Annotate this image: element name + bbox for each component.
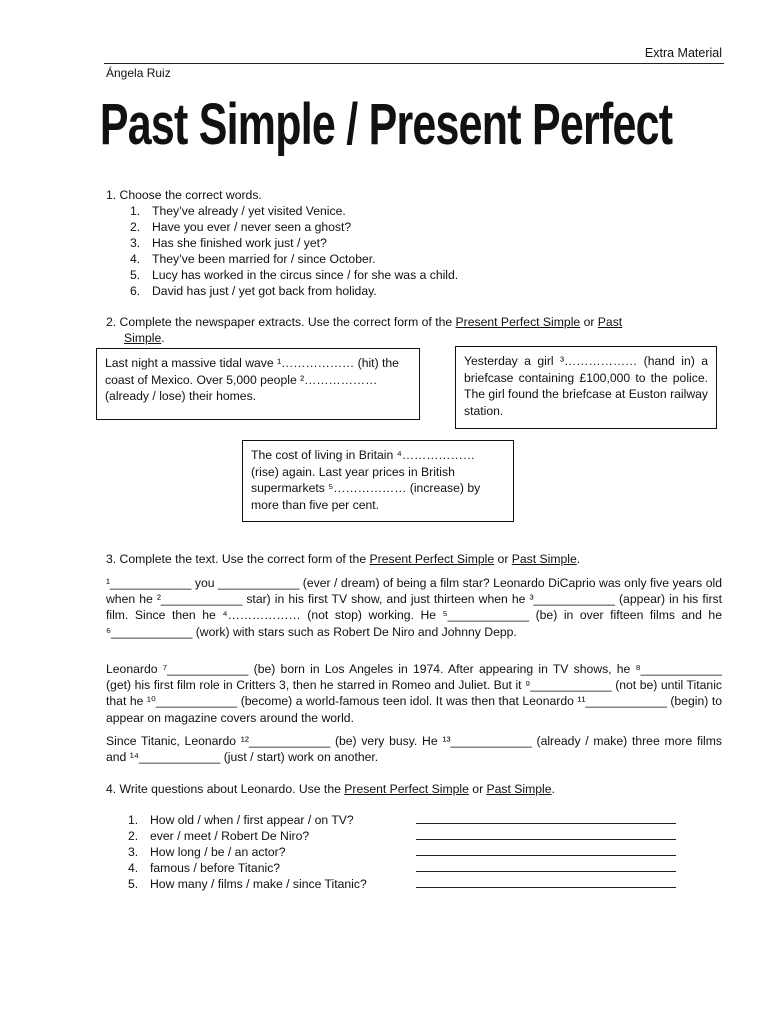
- answer-line[interactable]: [416, 871, 676, 872]
- list-item: 2. ever / meet / Robert De Niro?: [128, 828, 728, 844]
- answer-line[interactable]: [416, 855, 676, 856]
- answer-line[interactable]: [416, 887, 676, 888]
- ex3-paragraph-2: Leonardo ⁷____________ (be) born in Los Angeles in 1974. After appearing in TV shows, he ⁸____________ (get) his first film role in Critters 3, then he starred in Romeo and Juliet. But it ⁹____________ (not be) until Titanic that he ¹⁰____________ (become) a world-famous teen idol. It was then that Leonardo ¹¹____________ (begin) to appear on magazine covers around the world.: [106, 662, 722, 725]
- ex4-heading: 4. Write questions about Leonardo. Use the Present Perfect Simple or Past Simple.: [106, 782, 555, 796]
- ex3-heading: 3. Complete the text. Use the correct form of the Present Perfect Simple or Past Simple.: [106, 552, 581, 566]
- page-title: Past Simple / Present Perfect: [99, 92, 673, 157]
- list-item: 6. David has just / yet got back from holiday.: [130, 284, 377, 298]
- ex4-question-list: [128, 812, 728, 892]
- list-item: 4. famous / before Titanic?: [128, 860, 728, 876]
- list-item: 3. Has she finished work just / yet?: [130, 236, 327, 250]
- header-right-label: Extra Material: [644, 46, 722, 60]
- list-item: 1. How old / when / first appear / on TV?: [128, 812, 728, 828]
- header-rule: [104, 63, 724, 64]
- ex1-heading: 1. Choose the correct words.: [106, 188, 262, 202]
- extract-box-2: Yesterday a girl ³……………… (hand in) a briefcase containing £100,000 to the police. The girl found the briefcase at Euston railway station.: [455, 346, 717, 429]
- list-item: 2. Have you ever / never seen a ghost?: [130, 220, 352, 234]
- ex2-heading: 2. Complete the newspaper extracts. Use the correct form of the Present Perfect Simple or Past Simple.: [106, 315, 623, 345]
- list-item: 3. How long / be / an actor?: [128, 844, 728, 860]
- list-item: 4. They’ve been married for / since October.: [130, 252, 376, 266]
- answer-line[interactable]: [416, 823, 676, 824]
- ex3-paragraph-3: Since Titanic, Leonardo ¹²____________ (be) very busy. He ¹³____________ (already / make) three more films and ¹⁴____________ (just / start) work on another.: [106, 734, 722, 765]
- list-item: 1. They’ve already / yet visited Venice.: [130, 204, 346, 218]
- extract-box-3: The cost of living in Britain ⁴……………… (rise) again. Last year prices in British supermarkets ⁵……………… (increase) by more than five per cent.: [242, 440, 514, 522]
- list-item: 5. How many / films / make / since Titanic?: [128, 876, 728, 892]
- ex3-paragraph-1: ¹____________ you ____________ (ever / dream) of being a film star? Leonardo DiCaprio was only five years old when he ²____________ star) in his first TV show, and just thirteen when he ³____________ (appear) in his first film. Since then he ⁴……………… (not stop) working. He ⁵____________ (be) in over fifteen films and he ⁶____________ (work) with stars such as Robert De Niro and Johnny Depp.: [106, 576, 722, 639]
- list-item: 5. Lucy has worked in the circus since / for she was a child.: [130, 268, 459, 282]
- answer-line[interactable]: [416, 839, 676, 840]
- author-name: Ángela Ruiz: [106, 66, 171, 80]
- extract-box-1: Last night a massive tidal wave ¹……………… (hit) the coast of Mexico. Over 5,000 people ²……………… (already / lose) their homes.: [96, 348, 420, 420]
- ex1-list: [130, 203, 650, 299]
